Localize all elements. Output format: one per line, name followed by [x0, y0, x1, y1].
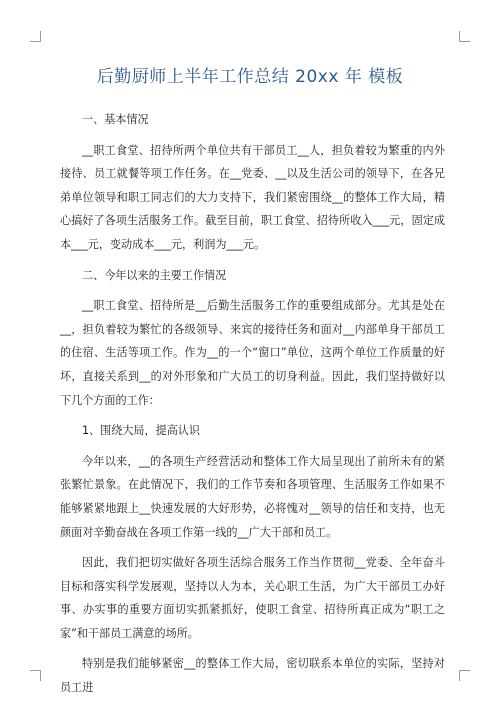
crop-mark-bottom-right: [459, 670, 470, 681]
paragraph-basic-situation: __职工食堂、招待所两个单位共有干部员工__人，担负着较为繁重的内外接待、员工就餐等项工作任务。在__党委、__以及生活公司的领导下，在各兄弟单位领导和职工同志们的大力支持下，我们紧密围绕__的整体工作大局，精心搞好了各项生活服务工作。截至目前，职工食堂、招待所收入___元，固定成本___元，变动成本___元，利润为___元。: [60, 143, 445, 251]
document-title: 后勤厨师上半年工作总结 20xx 年 模板: [96, 67, 404, 87]
paragraph-especially: 特别是我们能够紧密__的整体工作大局，密切联系本单位的实际，坚持对员工进: [60, 657, 445, 695]
crop-mark-bottom-left: [30, 670, 41, 681]
paragraph-main-work: __职工食堂、招待所是__后勤生活服务工作的重要组成部分。尤其是处在__，担负着较为繁忙的各级领导、来宾的接待任务和面对__内部单身干部员工的住宿、生活等项工作。作为__的一个“窗口”单位，这两个单位工作质量的好坏，直接关系到__的对外形象和广大员工的切身利益。因此，我们坚持做好以下几个方面的工作：: [60, 299, 445, 407]
subheading-focus-overall: 1、围绕大局，提高认识: [82, 424, 200, 438]
crop-mark-top-right: [459, 31, 470, 42]
crop-mark-top-left: [30, 31, 41, 42]
paragraph-therefore: 因此，我们把切实做好各项生活综合服务工作当作贯彻__党委、全年奋斗目标和落实科学发展观，坚持以人为本，关心职工生活，为广大干部员工办好事、办实事的重要方面切实抓紧抓好，使职工食堂、招待所真正成为“职工之家”和干部员工满意的场所。: [60, 556, 445, 640]
section-heading-basic: 一、基本情况: [82, 113, 149, 126]
document-body: [60, 108, 445, 700]
paragraph-this-year: 今年以来，__的各项生产经营活动和整体工作大局呈现出了前所未有的紧张繁忙景象。在此情况下，我们的工作节奏和各项管理、生活服务工作如果不能够紧紧地跟上__快速发展的大好形势，必将愧对__领导的信任和支持，也无颜面对辛勤奋战在各项工作第一线的__广大干部和员工。: [60, 454, 445, 539]
section-heading-main-work: 二、今年以来的主要工作情况: [82, 268, 227, 282]
